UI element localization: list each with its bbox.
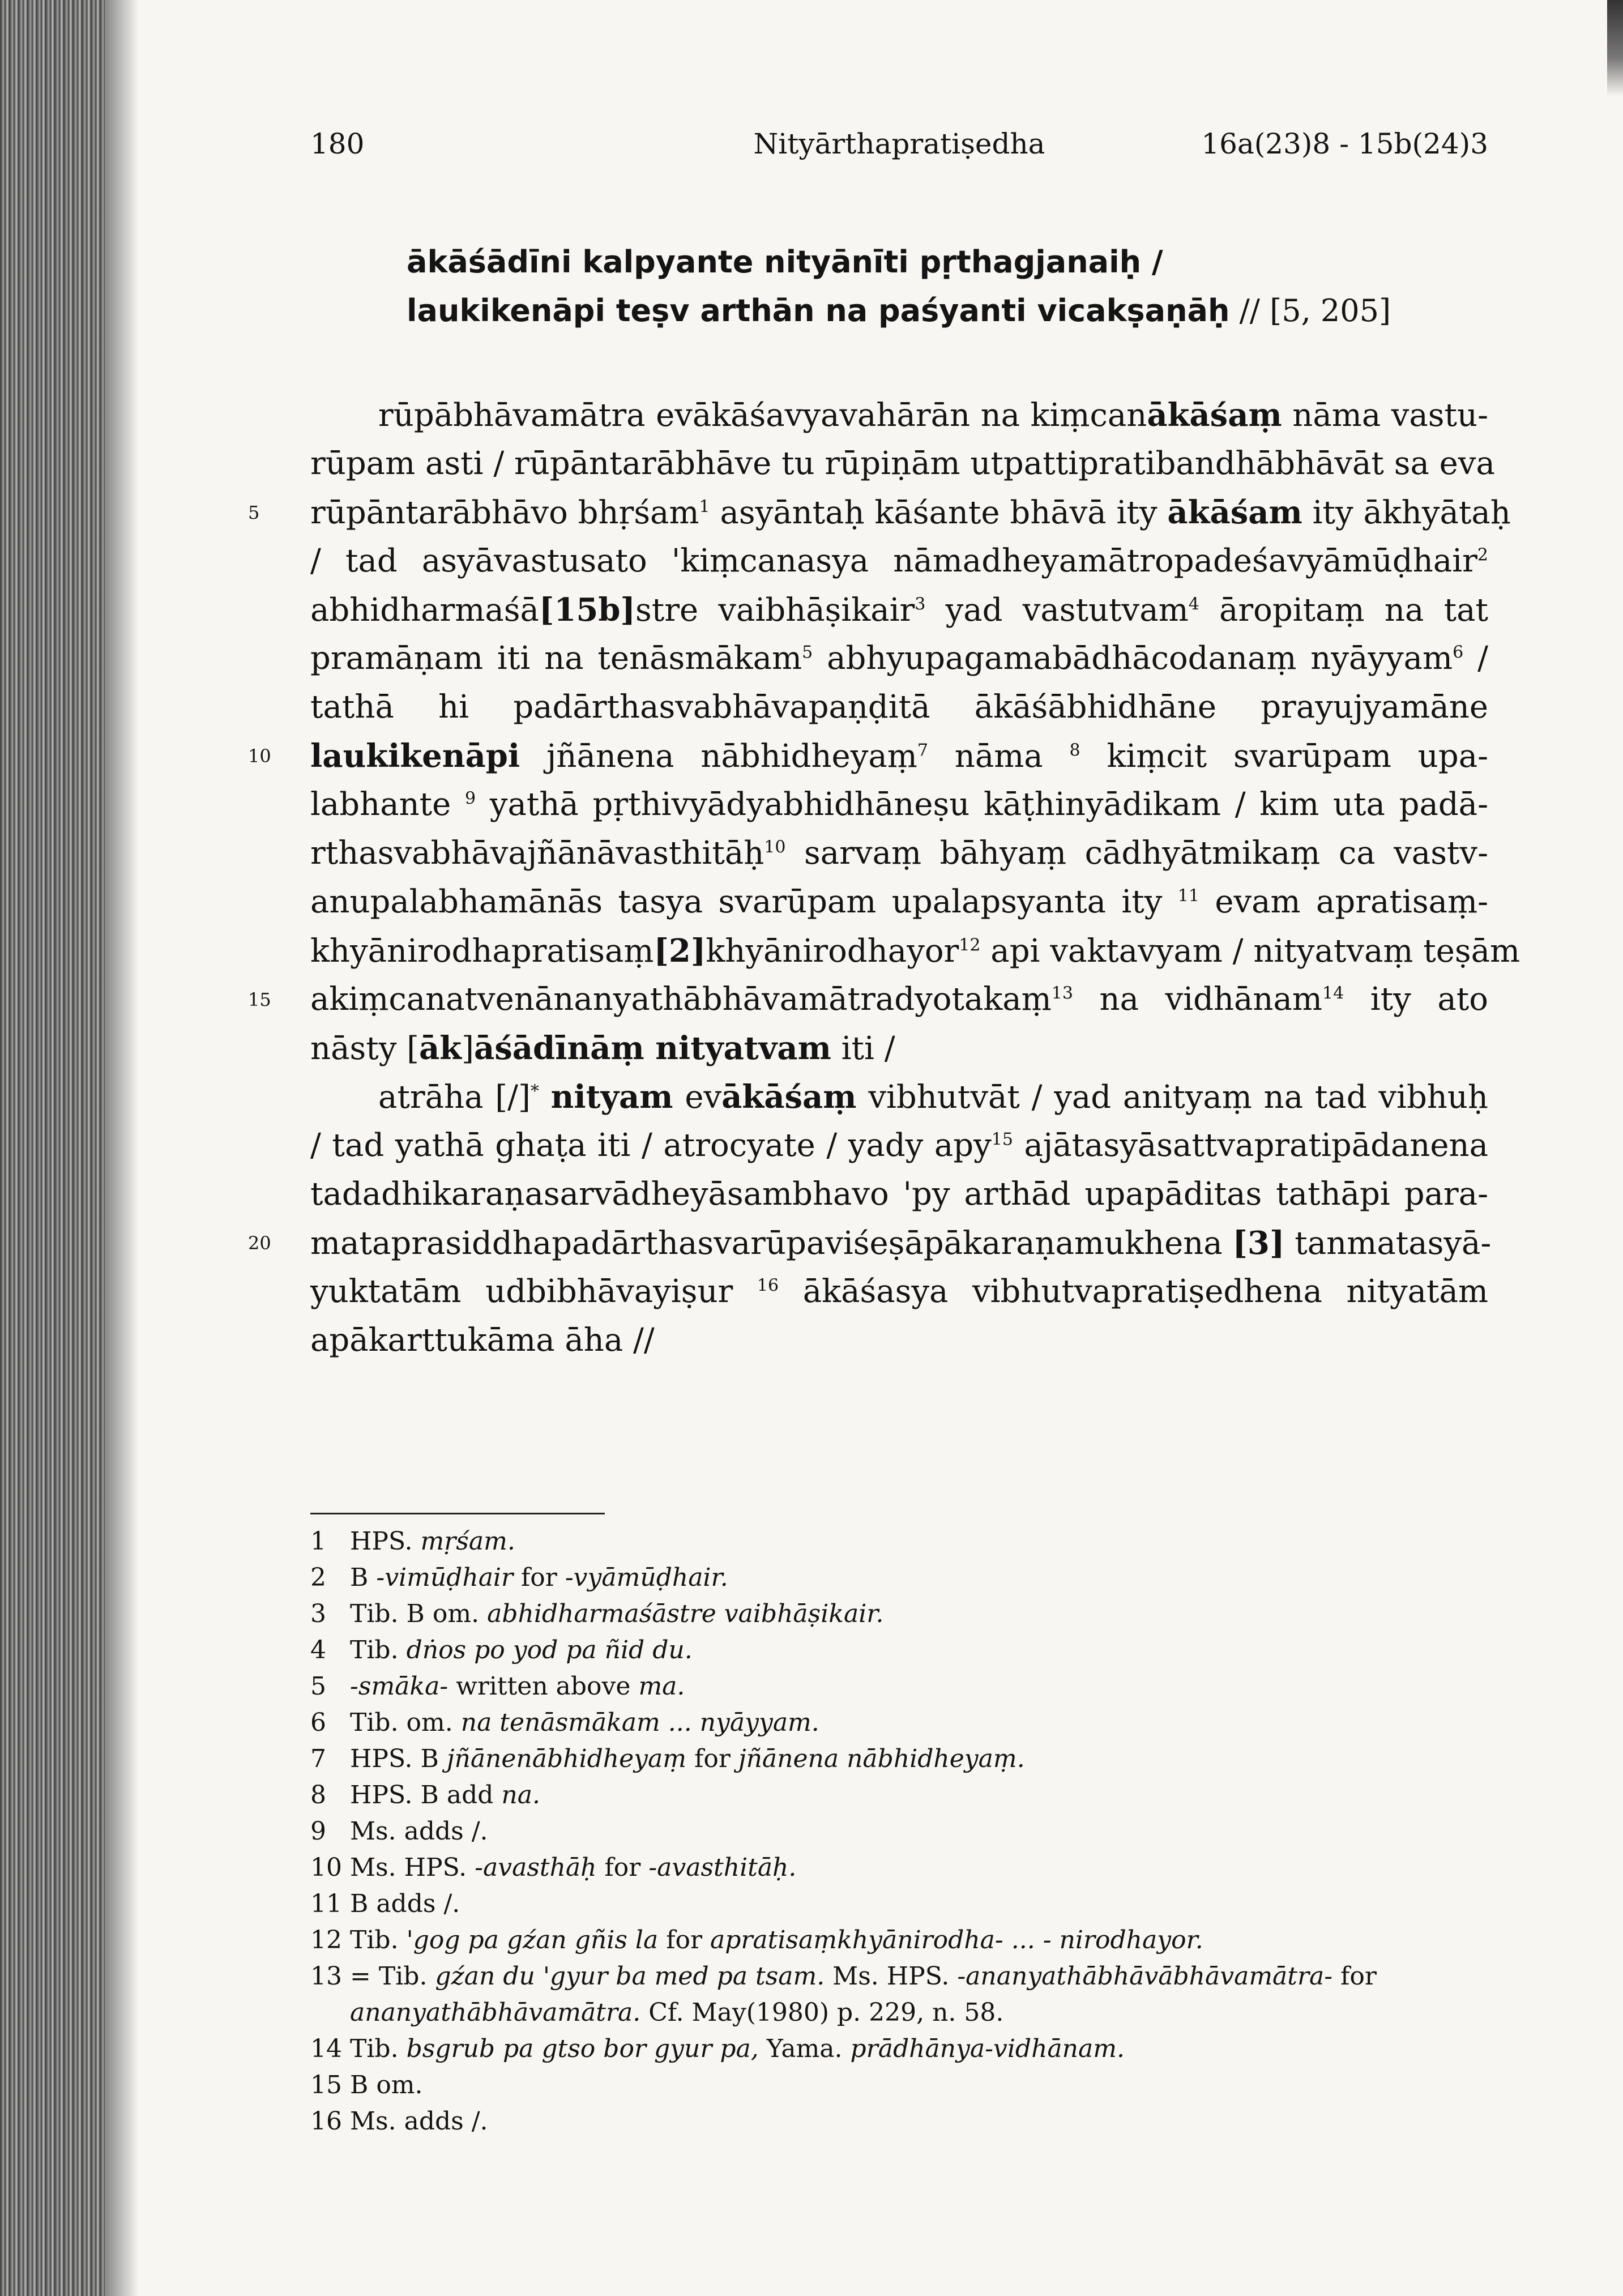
footnote-rule (310, 1513, 605, 1514)
footnote: 2 B -vimūḍhair for -vyāmūḍhair. (310, 1563, 728, 1592)
footnote-ref: 5 (802, 642, 813, 663)
line-number: 10 (248, 745, 271, 767)
footnote: 3 Tib. B om. abhidharmaśāstre vaibhāṣikair. (310, 1599, 884, 1628)
footnote: 1 HPS. mṛśam. (310, 1527, 515, 1556)
footnote-ref: 10 (764, 837, 786, 857)
footnote-ref: * (530, 1081, 539, 1102)
commentary-text (248, 391, 1521, 1365)
text-line: tathā hi padārthasvabhāvapaṇḍitā ākāśābhidhāne prayujyamāne (310, 689, 1488, 725)
footnote: 16 Ms. adds /. (310, 2107, 488, 2136)
text-line: labhante $^9$ yathā pṛthivyādyabhidhāneṣu kāṭhinyādikam / kim uta padā- (310, 786, 1488, 823)
folio-reference: 16a(23)8 - 15b(24)3 (1201, 127, 1488, 160)
footnote: 4 Tib. dṅos po yod pa ñid du. (310, 1636, 693, 1665)
verse-reference: // [5, 205] (1229, 293, 1391, 328)
footnote-ref: 7 (917, 740, 928, 761)
line-number: 5 (248, 502, 260, 523)
footnote-ref: 11 (1177, 886, 1199, 906)
verse-block (407, 238, 1539, 335)
footnote: 5 -smāka- written above ma. (310, 1672, 685, 1701)
text-line: rūpābhāvamātra evākāśavyavahārān na kiṃcanākāśaṃ nāma vastu- (378, 396, 1488, 434)
footnote-ref: 6 (1453, 642, 1464, 663)
verse-line-2 (407, 287, 1539, 335)
book-binding-edge (0, 0, 105, 2296)
line-number: 15 (248, 989, 271, 1010)
footnote: 10 Ms. HPS. -avasthāḥ for -avasthitāḥ. (310, 1853, 797, 1882)
footnote-ref: 2 (1477, 545, 1488, 565)
footnote-ref: 12 (959, 935, 981, 955)
page-number: 180 (310, 127, 365, 160)
text-line: anupalabhamānās tasya svarūpam upalapsyanta ity $^{11}$ evam apratisaṃ- (310, 884, 1488, 920)
footnote-ref: 15 (991, 1129, 1013, 1150)
text-line: rthasvabhāvajñānāvasthitāḥ$^{10}$ sarvaṃ bāhyaṃ cādhyātmikaṃ ca vastv- (310, 835, 1488, 872)
text-line: pramāṇam iti na tenāsmākam$^5$ abhyupagamabādhācodanaṃ nyāyyam$^6$ / (310, 640, 1488, 677)
footnote: 7 HPS. B jñānenābhidheyaṃ for jñānena nābhidheyaṃ. (310, 1744, 1025, 1773)
text-line: 15 akiṃcanatvenānanyathābhāvamātradyotakaṃ$^{13}$ na vidhānam$^{14}$ ity ato (310, 975, 1488, 1024)
footnote-ref: 1 (699, 497, 710, 517)
footnote-ref: 16 (757, 1275, 779, 1296)
footnote: 13 = Tib. gźan du 'gyur ba med pa tsam. Ms. HPS. -ananyathābhāvābhāvamātra- for (310, 1962, 1377, 1991)
text-line: 5 rūpāntarābhāvo bhṛśam$^1$ asyāntaḥ kāśante bhāvā ity ākāśam ity ākhyātaḥ (310, 488, 1488, 537)
scan-corner-mark (1607, 0, 1623, 96)
verse-text: laukikenāpi teṣv arthān na paśyanti vicakṣaṇāḥ (407, 293, 1230, 328)
text-line: khyānirodhapratisaṃ[2]khyānirodhayor$^{12}$ api vaktavyam / nityatvaṃ teṣām (310, 932, 1521, 970)
binding-shadow (105, 0, 139, 2296)
text-line: apākarttukāma āha // (310, 1322, 655, 1359)
footnote-ref: 4 (1188, 594, 1199, 614)
text-line: 20 mataprasiddhapadārthasvarūpaviśeṣāpākaraṇamukhena [3] tanmatasyā- (310, 1219, 1488, 1268)
footnote-ref: 3 (915, 594, 926, 614)
footnote: 8 HPS. B add na. (310, 1781, 540, 1810)
running-title: Nityārthapratiṣedha (753, 127, 1045, 160)
footnote-ref: 8 (1069, 740, 1080, 761)
text-line: / tad yathā ghaṭa iti / atrocyate / yady apy$^{15}$ ajātasyāsattvapratipādanena (310, 1127, 1488, 1164)
footnote-continuation: ananyathābhāvamātra. Cf. May(1980) p. 229, n. 58. (350, 1998, 1004, 2027)
text-line: / tad asyāvastusato 'kiṃcanasya nāmadheyamātropadeśavyāmūḍhair$^2$ (310, 543, 1488, 579)
text-line: yuktatām udbibhāvayiṣur $^{16}$ ākāśasya vibhutvapratiṣedhena nityatām (310, 1273, 1488, 1310)
footnote: 12 Tib. 'gog pa gźan gñis la for apratisaṃkhyānirodha- ... - nirodhayor. (310, 1926, 1203, 1954)
footnotes-block (310, 1523, 1488, 2140)
footnote-ref: 13 (1051, 983, 1073, 1004)
line-number: 20 (248, 1232, 271, 1254)
text-line: atrāha [/]* nityam evākāśaṃ vibhutvāt / yad anityaṃ na tad vibhuḥ (378, 1078, 1488, 1116)
text-line: 10 laukikenāpi jñānena nābhidheyaṃ$^7$ nāma $^8$ kiṃcit svarūpam upa- (310, 732, 1488, 780)
verse-line-1 (407, 238, 1539, 287)
text-line: rūpam asti / rūpāntarābhāve tu rūpiṇām utpattipratibandhābhāvāt sa eva (310, 445, 1495, 482)
text-line: abhidharmaśā[15b]stre vaibhāṣikair$^3$ yad vastutvam$^4$ āropitaṃ na tat (310, 591, 1488, 629)
footnote-ref: 14 (1322, 983, 1344, 1004)
footnote: 9 Ms. adds /. (310, 1817, 488, 1846)
verse-text: ākāśādīni kalpyante nityānīti pṛthagjanaiḥ / (407, 244, 1163, 280)
footnote-ref: 9 (465, 788, 476, 809)
footnote: 11 B adds /. (310, 1889, 460, 1918)
running-header (310, 127, 1488, 167)
text-line: tadadhikaraṇasarvādheyāsambhavo 'py arthād upapāditas tathāpi para- (310, 1176, 1488, 1213)
footnote: 14 Tib. bsgrub pa gtso bor gyur pa, Yama. prādhānya-vidhānam. (310, 2034, 1125, 2063)
footnote: 15 B om. (310, 2071, 423, 2099)
text-line: nāsty [āk]āśādīnāṃ nityatvam iti / (310, 1030, 895, 1067)
footnote: 6 Tib. om. na tenāsmākam ... nyāyyam. (310, 1708, 819, 1737)
